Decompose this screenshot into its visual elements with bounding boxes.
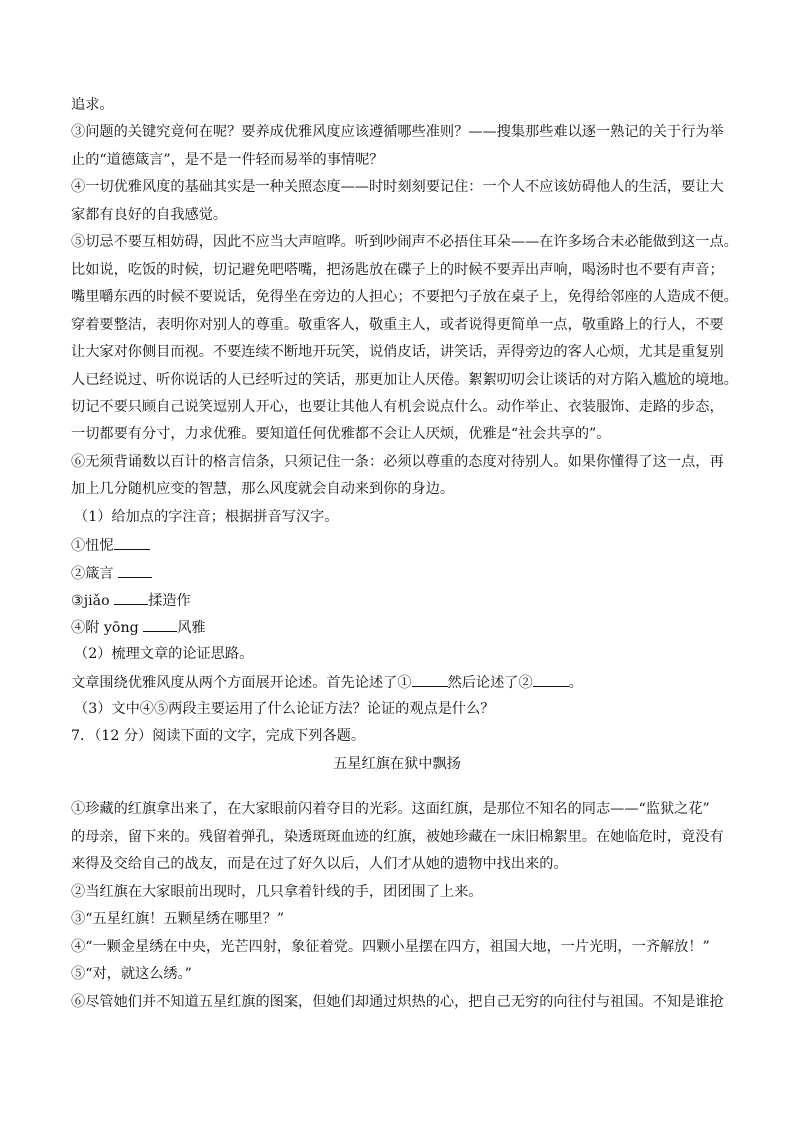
answer-blank[interactable]: [143, 617, 177, 632]
passage-line: ⑥尽管她们并不知道五星红旗的图案，但她们却通过炽热的心，把自己无穷的向往付与祖国。不知是谁抢: [71, 994, 724, 1010]
passage-line: 一切都要有分寸，力求优雅。要知道任何优雅都不会让人厌烦，优雅是“社会共享的”。: [71, 426, 611, 442]
item-text: ①忸怩: [71, 538, 114, 554]
question-1-item-2: [71, 563, 754, 583]
passage-line: ③问题的关键究竟何在呢？要养成优雅风度应该遵循哪些准则？——搜集那些难以逐一熟记的关于行为举: [71, 124, 724, 140]
item-text: ③jiǎo: [71, 593, 110, 609]
question-2-text: [71, 672, 754, 692]
item-text: 揉造作: [148, 593, 191, 609]
passage-line: 穿着要整洁，表明你对别人的尊重。敬重客人，敬重主人，或者说得更简单一点，敬重路上的行人，不要: [71, 317, 724, 333]
passage-line: ⑤切忌不要互相妨碍，因此不应当大声喧哗。听到吵闹声不必捂住耳朵——在许多场合未必能做到这一点。: [71, 234, 738, 250]
passage-title: 五星红旗在狱中飘扬: [333, 756, 461, 772]
passage-line: ②当红旗在大家眼前出现时，几只拿着针线的手，团团围了上来。: [71, 884, 483, 900]
answer-blank[interactable]: [118, 563, 152, 578]
passage-line: 人已经说过、听你说话的人已经听过的笑话，那更加让人厌倦。絮絮叨叨会让谈话的对方陷入尴尬的境地。: [71, 372, 738, 388]
answer-blank[interactable]: [114, 590, 148, 605]
answer-blank[interactable]: [412, 672, 448, 687]
passage-line: 比如说，吃饭的时候，切记避免吧嗒嘴，把汤匙放在碟子上的时候不要弄出声响，喝汤时也不要有声音；: [71, 262, 724, 278]
answer-blank[interactable]: [114, 535, 150, 550]
item-text: ④附 yōng: [71, 620, 139, 636]
passage-line: 来得及交给自己的战友，而是在过了好久以后，人们才从她的遗物中找出来的。: [71, 856, 568, 872]
passage-line: ③“五星红旗！五颗星绣在哪里？”: [71, 911, 285, 927]
passage-line: ④“一颗金星绣在中央，光芒四射，象征着党。四颗小星摆在四方，祖国大地，一片光明，一齐解放！”: [71, 939, 710, 955]
question-1-item-4: [71, 617, 754, 637]
question-1-item-3: [71, 590, 754, 610]
passage-line: 的母亲，留下来的。残留着弹孔，染透斑斑血迹的红旗，被她珍藏在一床旧棉絮里。在她临危时，竟没有: [71, 829, 724, 845]
passage-line: ①珍藏的红旗拿出来了，在大家眼前闪着夺目的光彩。这面红旗，是那位不知名的同志——“监狱之花”: [71, 801, 710, 817]
passage-line: 家都有良好的自我感觉。: [71, 207, 228, 223]
passage-line: 加上几分随机应变的智慧，那么风度就会自动来到你的身边。: [71, 481, 455, 497]
item-text: 风雅: [177, 620, 206, 636]
item-text: ②箴言: [71, 566, 114, 582]
passage-line: 让大家对你侧目而视。不要连续不断地开玩笑，说俏皮话，讲笑话，弄得旁边的客人心烦，尤其是重复别: [71, 344, 724, 360]
passage-line: ④一切优雅风度的基础其实是一种关照态度——时时刻刻要记住：一个人不应该妨碍他人的生活，要让大: [71, 179, 724, 195]
q2-text-a: 文章围绕优雅风度从两个方面展开论述。首先论述了①: [71, 675, 412, 691]
passage-line: 止的“道德箴言”，是不是一件轻而易举的事情呢？: [71, 152, 384, 168]
passage-line: ⑥无须背诵数以百计的格言信条，只须记住一条：必须以尊重的态度对待别人。如果你懂得了这一点，再: [71, 454, 724, 470]
question-2-prompt: （2）梳理文章的论证思路。: [74, 646, 254, 662]
question-3-prompt: （3）文中④⑤两段主要运用了什么论证方法？论证的观点是什么？: [74, 701, 495, 717]
passage-line: 切记不要只顾自己说笑逗别人开心，也要让其他人有机会说点什么。动作举止、衣装服饰、走路的步态，: [71, 399, 724, 415]
question-1-prompt: （1）给加点的字注音；根据拼音写汉字。: [74, 509, 339, 525]
answer-blank[interactable]: [533, 672, 569, 687]
passage-line: ⑤“对，就这么绣。”: [71, 966, 192, 982]
q2-text-c: 。: [568, 675, 583, 691]
passage-line: 追求。: [71, 97, 114, 113]
question-1-item-1: [71, 535, 754, 555]
passage-line: 嘴里嚼东西的时候不要说话，免得坐在旁边的人担心；不要把勺子放在桌子上，免得给邻座的人造成不便。: [71, 289, 738, 305]
q2-text-b: 然后论述了②: [447, 675, 533, 691]
question-7-heading: 7．（12 分）阅读下面的文字，完成下列各题。: [71, 728, 366, 744]
